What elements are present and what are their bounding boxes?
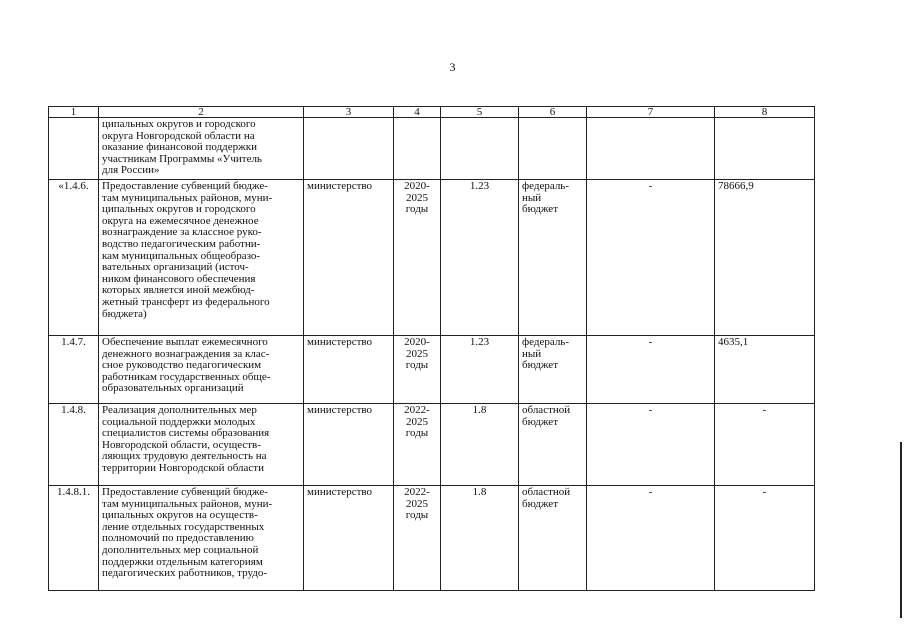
table-row — [49, 486, 815, 591]
row-description — [99, 118, 304, 180]
row-source: федераль- ный бюджет — [519, 180, 587, 336]
row-source: областной бюджет — [519, 404, 587, 486]
row-source — [519, 118, 587, 180]
row-description — [99, 486, 304, 591]
row-description — [99, 404, 304, 486]
row-description — [99, 180, 304, 336]
row-years — [394, 118, 441, 180]
row-source: федераль- ный бюджет — [519, 336, 587, 404]
description-text: Обеспечение выплат ежемесячного денежного вознаграждения за клас- сное руководство педагогическим работникам государственных обще- образовательных организаций — [102, 336, 271, 395]
row-value-col8: - — [715, 486, 815, 591]
row-value-col8: 4635,1 — [715, 336, 815, 404]
column-header: 3 — [304, 107, 394, 118]
row-responsible: министерство — [304, 404, 394, 486]
row-value-col7: - — [587, 404, 715, 486]
table-row — [49, 118, 815, 180]
column-header: 2 — [99, 107, 304, 118]
table-row — [49, 336, 815, 404]
row-indicator: 1.8 — [441, 486, 519, 591]
row-source: областной бюджет — [519, 486, 587, 591]
row-indicator: 1.23 — [441, 180, 519, 336]
margin-line — [900, 442, 902, 618]
description-text: Реализация дополнительных мер социальной поддержки молодых специалистов системы образования Новгородской области, осуществ- ляющих трудовую деятельность на территории Новгородской области — [102, 404, 270, 474]
row-number — [49, 118, 99, 180]
row-value-col8: 78666,9 — [715, 180, 815, 336]
row-indicator: 1.23 — [441, 336, 519, 404]
row-value-col8: - — [715, 404, 815, 486]
page-number: 3 — [449, 60, 456, 74]
column-header: 1 — [49, 107, 99, 118]
row-years: 2020- 2025 годы — [394, 180, 441, 336]
column-number-row — [49, 107, 815, 118]
table-row — [49, 404, 815, 486]
row-number: 1.4.8.1. — [49, 486, 99, 591]
row-value-col7 — [587, 118, 715, 180]
row-number: 1.4.8. — [49, 404, 99, 486]
row-responsible — [304, 118, 394, 180]
program-table — [48, 106, 815, 591]
row-years: 2020- 2025 годы — [394, 336, 441, 404]
row-value-col7: - — [587, 486, 715, 591]
table-row — [49, 180, 815, 336]
column-header: 8 — [715, 107, 815, 118]
row-years: 2022- 2025 годы — [394, 486, 441, 591]
row-value-col7: - — [587, 180, 715, 336]
column-header: 4 — [394, 107, 441, 118]
column-header: 6 — [519, 107, 587, 118]
description-text: Предоставление субвенций бюдже- там муниципальных районов, муни- ципальных округов на осуществ- ление отдельных государственных полномочий по предоставлению дополнительных мер социальной поддержки отдельным категориям педагогических работников, трудо- — [102, 486, 273, 580]
column-header: 7 — [587, 107, 715, 118]
row-responsible: министерство — [304, 486, 394, 591]
row-years: 2022- 2025 годы — [394, 404, 441, 486]
row-indicator: 1.8 — [441, 404, 519, 486]
description-text: ципальных округов и городского округа Новгородской области на оказание финансовой поддержки участникам Программы «Учитель для России» — [102, 118, 262, 177]
row-value-col7: - — [587, 336, 715, 404]
row-number: 1.4.7. — [49, 336, 99, 404]
row-responsible: министерство — [304, 336, 394, 404]
row-responsible: министерство — [304, 180, 394, 336]
column-header: 5 — [441, 107, 519, 118]
row-indicator — [441, 118, 519, 180]
row-number: «1.4.6. — [49, 180, 99, 336]
row-value-col8 — [715, 118, 815, 180]
description-text: Предоставление субвенций бюдже- там муниципальных районов, муни- ципальных округов и городского округа на ежемесячное денежное вознаграждение за классное руко- водство педагогическим работни- кам муниципальных общеобразо- вательных организаций (источ- ником финансового обеспечения которых является иной межбюд- жетный трансферт из федерального бюджета) — [102, 180, 273, 320]
row-description — [99, 336, 304, 404]
